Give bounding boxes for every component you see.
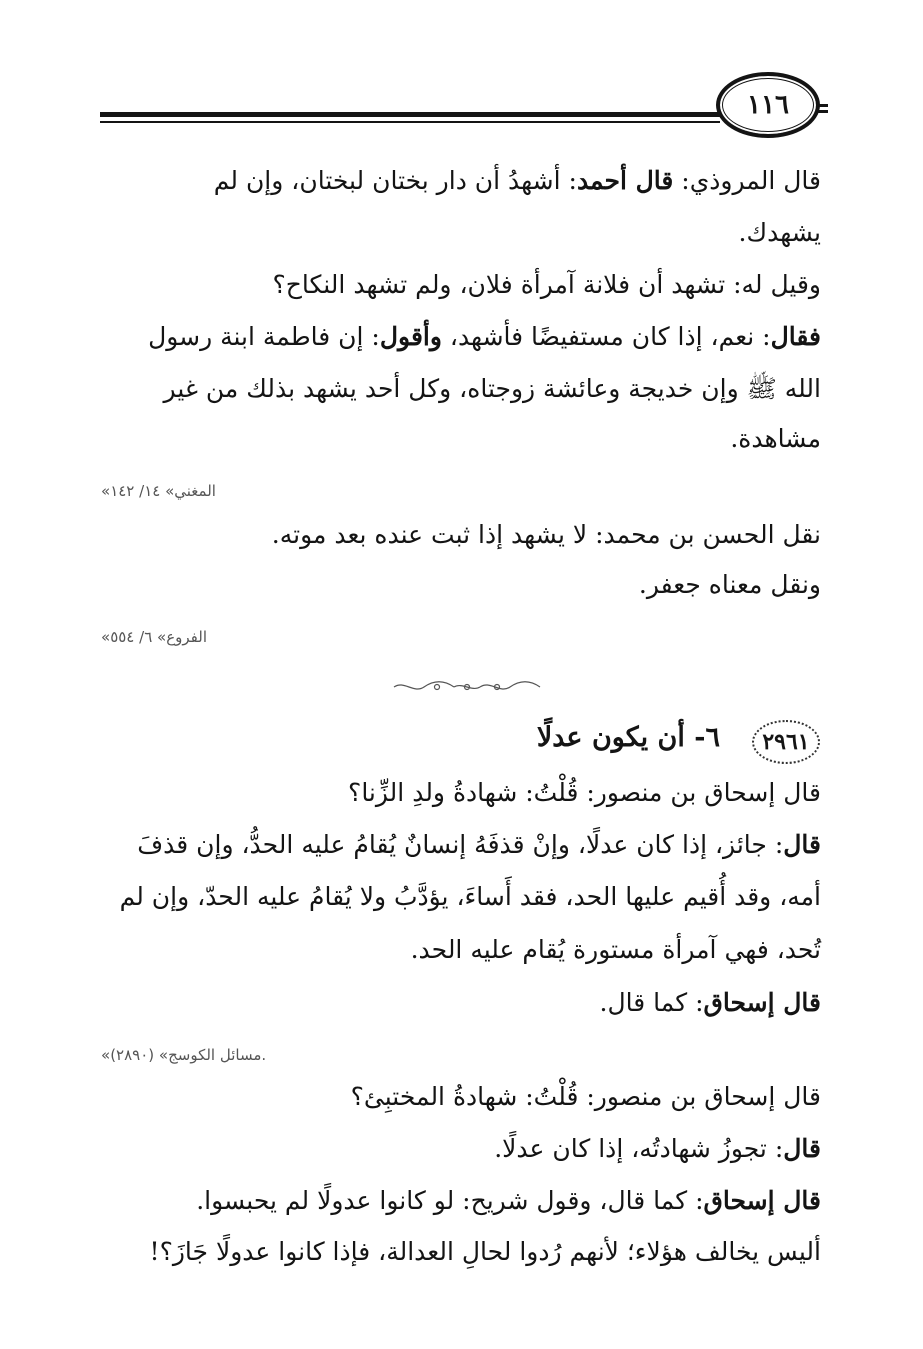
page-header (100, 72, 828, 152)
s3-line2 (137, 830, 821, 859)
text-run: : إن فاطمة ابنة رسول (148, 322, 380, 351)
s1-line1 (214, 166, 821, 195)
ornament-divider (392, 680, 542, 694)
header-rule-thin (100, 121, 720, 123)
s3-line3: أمه، وقد أُقيم عليها الحد، فقد أَساءَ، يؤدَّبُ ولا يُقامُ عليه الحدّ، وإن لم (119, 882, 821, 911)
s4-line1: قال إسحاق بن منصور: قُلْتُ: شهادةُ المختبِئ؟ (350, 1082, 821, 1111)
source-citation: «المغني» ١٤/ ١٤٢ (101, 482, 216, 500)
s2-line2: ونقل معناه جعفر. (638, 570, 821, 599)
bold-run: قال أحمد (576, 166, 674, 195)
text-run: قال المروذي: (673, 166, 821, 195)
bold-run: فقال (770, 322, 821, 351)
issue-title: ٦- أن يكون عدلًا (536, 722, 720, 753)
text-run: : أشهدُ أن دار بختان لبختان، وإن لم (213, 166, 577, 195)
text-run: : كما قال، وقول شريح: لو كانوا عدولًا لم يحبسوا. (196, 1186, 704, 1215)
source-citation: «مسائل الكوسج» (٢٨٩٠). (101, 1046, 267, 1064)
text-run: : تجوزُ شهادتُه، إذا كان عدلًا. (494, 1134, 784, 1163)
s1-line2: يشهدك. (738, 218, 821, 247)
source-citation: «الفروع» ٦/ ٥٥٤ (101, 628, 207, 646)
s1-line4 (148, 322, 821, 351)
s4-line2 (494, 1134, 821, 1163)
issue-heading (100, 720, 820, 764)
s3-line1: قال إسحاق بن منصور: قُلْتُ: شهادةُ ولدِ الزِّنا؟ (348, 778, 821, 807)
text-run: : كما قال. (599, 988, 704, 1017)
header-rule-thick (100, 112, 720, 117)
s3-line5 (600, 988, 821, 1017)
s1-line3: وقيل له: تشهد أن فلانة آمرأة فلان، ولم تشهد النكاح؟ (272, 270, 821, 299)
s4-line3 (196, 1186, 821, 1215)
s3-line4: تُحد، فهي آمرأة مستورة يُقام عليه الحد. (410, 935, 821, 964)
bold-run: قال إسحاق (703, 1186, 821, 1215)
s1-line6: مشاهدة. (730, 424, 821, 453)
issue-number-emblem: ٢٩٦١ (752, 720, 820, 764)
page-number: ١١٦ (716, 72, 820, 138)
s2-line1: نقل الحسن بن محمد: لا يشهد إذا ثبت عنده بعد موته. (271, 520, 821, 549)
bold-run: قال إسحاق (703, 988, 821, 1017)
s4-line4: أليس يخالف هؤلاء؛ لأنهم رُدوا لحالِ العدالة، فإذا كانوا عدولًا جَازَ؟! (149, 1237, 821, 1266)
text-run: : جائز، إذا كان عدلًا، وإنْ قذفَهُ إنسانٌ يُقامُ عليه الحدُّ، وإن قذفَ (137, 830, 784, 859)
bold-run: وأقول (379, 322, 442, 351)
s1-line5: الله ﷺ وإن خديجة وعائشة زوجتاه، وكل أحد يشهد بذلك من غير (163, 374, 821, 403)
text-run: : نعم، إذا كان مستفيضًا فأشهد، (441, 322, 771, 351)
bold-run: قال (783, 1134, 821, 1163)
bold-run: قال (783, 830, 821, 859)
